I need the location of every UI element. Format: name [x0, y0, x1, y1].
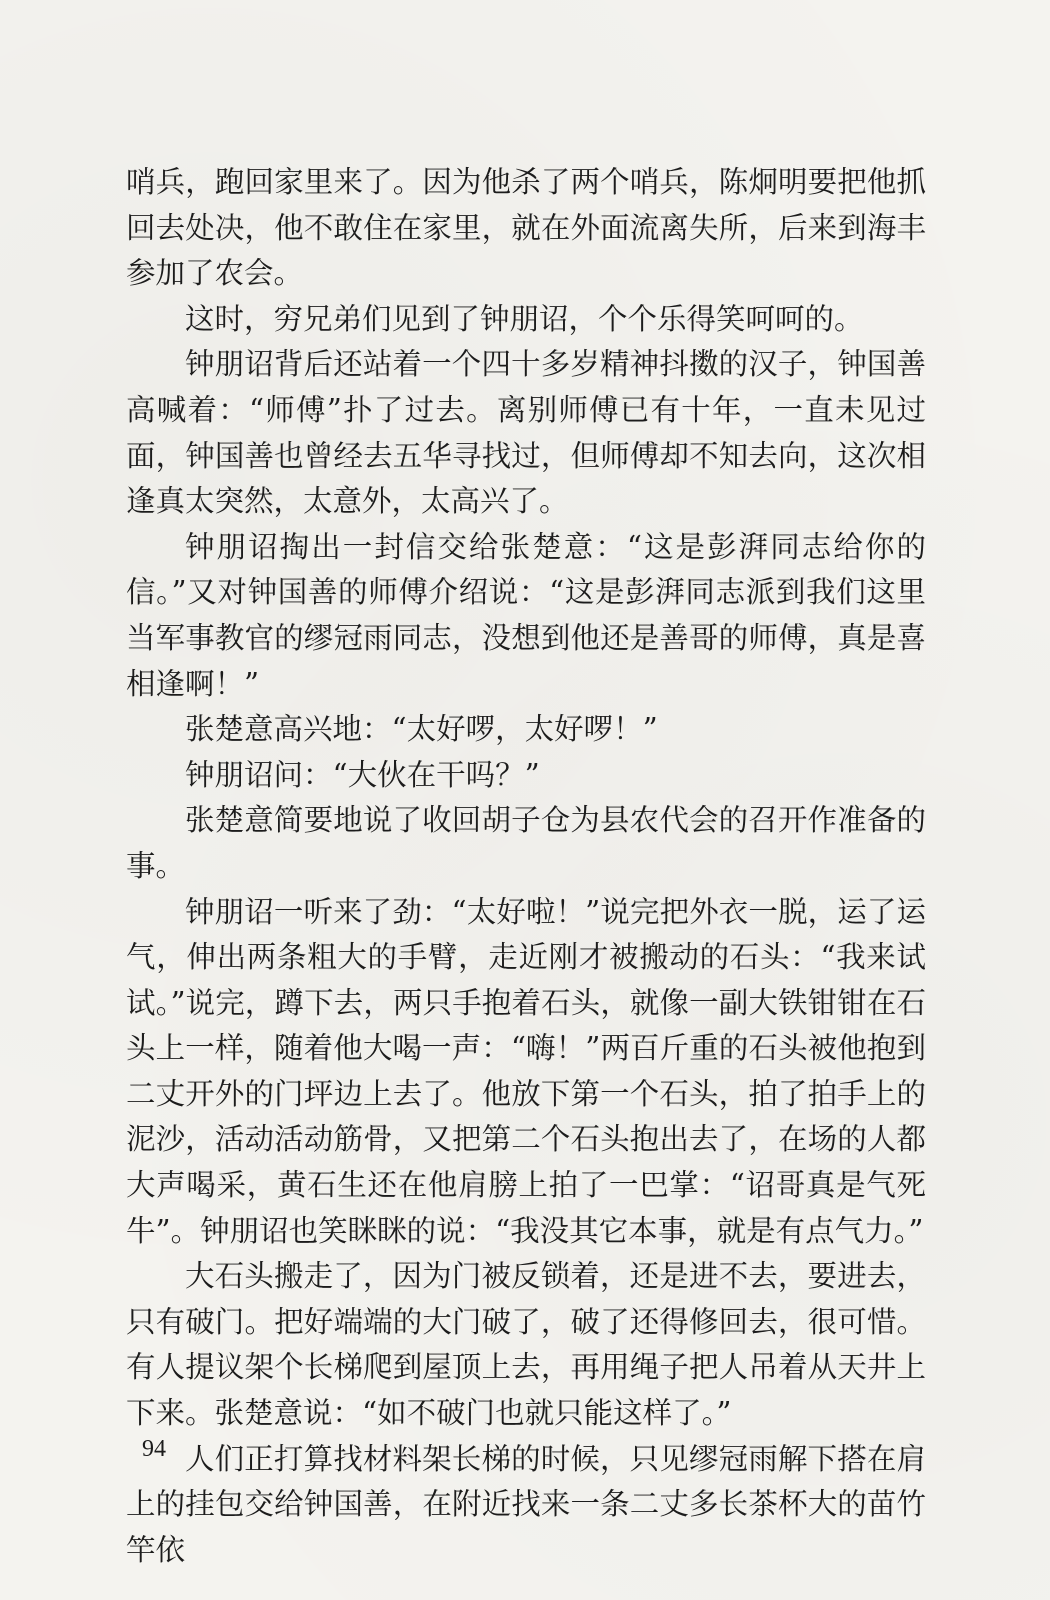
paragraph: 钟朋诏背后还站着一个四十多岁精神抖擞的汉子，钟国善高喊着：“师傅”扑了过去。离别师傅已有十年，一直未见过面，钟国善也曾经去五华寻找过，但师傅却不知去向，这次相逢真太突然，太意外，太高兴了。	[126, 347, 926, 519]
paragraph: 钟朋诏一听来了劲：“太好啦！”说完把外衣一脱，运了运气，伸出两条粗大的手臂，走近刚才被搬动的石头：“我来试试。”说完，蹲下去，两只手抱着石头，就像一副大铁钳钳在石头上一样，随着他大喝一声：“嗨！”两百斤重的石头被他抱到二丈开外的门坪边上去了。他放下第一个石头，拍了拍手上的泥沙，活动活动筋骨，又把第二个石头抱出去了，在场的人都大声喝采，黄石生还在他肩膀上拍了一巴掌：“诏哥真是气死牛”。钟朋诏也笑眯眯的说：“我没其它本事，就是有点气力。”	[126, 894, 926, 1248]
paragraph: 大石头搬走了，因为门被反锁着，还是进不去，要进去，只有破门。把好端端的大门破了，破了还得修回去，很可惜。有人提议架个长梯爬到屋顶上去，再用绳子把人吊着从天井上下来。张楚意说：“如不破门也就只能这样了。”	[126, 1259, 926, 1431]
paragraph: 人们正打算找材料架长梯的时候，只见缪冠雨解下搭在肩上的挂包交给钟国善，在附近找来一条二丈多长茶杯大的苗竹竿依	[126, 1441, 926, 1567]
page-number: 94	[142, 1436, 166, 1462]
paragraph: 钟朋诏掏出一封信交给张楚意：“这是彭湃同志给你的信。”又对钟国善的师傅介绍说：“这是彭湃同志派到我们这里当军事教官的缪冠雨同志，没想到他还是善哥的师傅，真是喜相逢啊！”	[126, 529, 926, 701]
body-text	[126, 160, 926, 1573]
paragraph-continued: 哨兵，跑回家里来了。因为他杀了两个哨兵，陈炯明要把他抓回去处决，他不敢住在家里，就在外面流离失所，后来到海丰参加了农会。	[126, 165, 926, 291]
paragraph: 钟朋诏问：“大伙在干吗？”	[185, 757, 540, 792]
paragraph: 张楚意高兴地：“太好啰，太好啰！”	[185, 712, 658, 747]
paragraph: 这时，穷兄弟们见到了钟朋诏，个个乐得笑呵呵的。	[185, 301, 864, 336]
paragraph: 张楚意简要地说了收回胡子仓为县农代会的召开作准备的事。	[126, 803, 926, 883]
